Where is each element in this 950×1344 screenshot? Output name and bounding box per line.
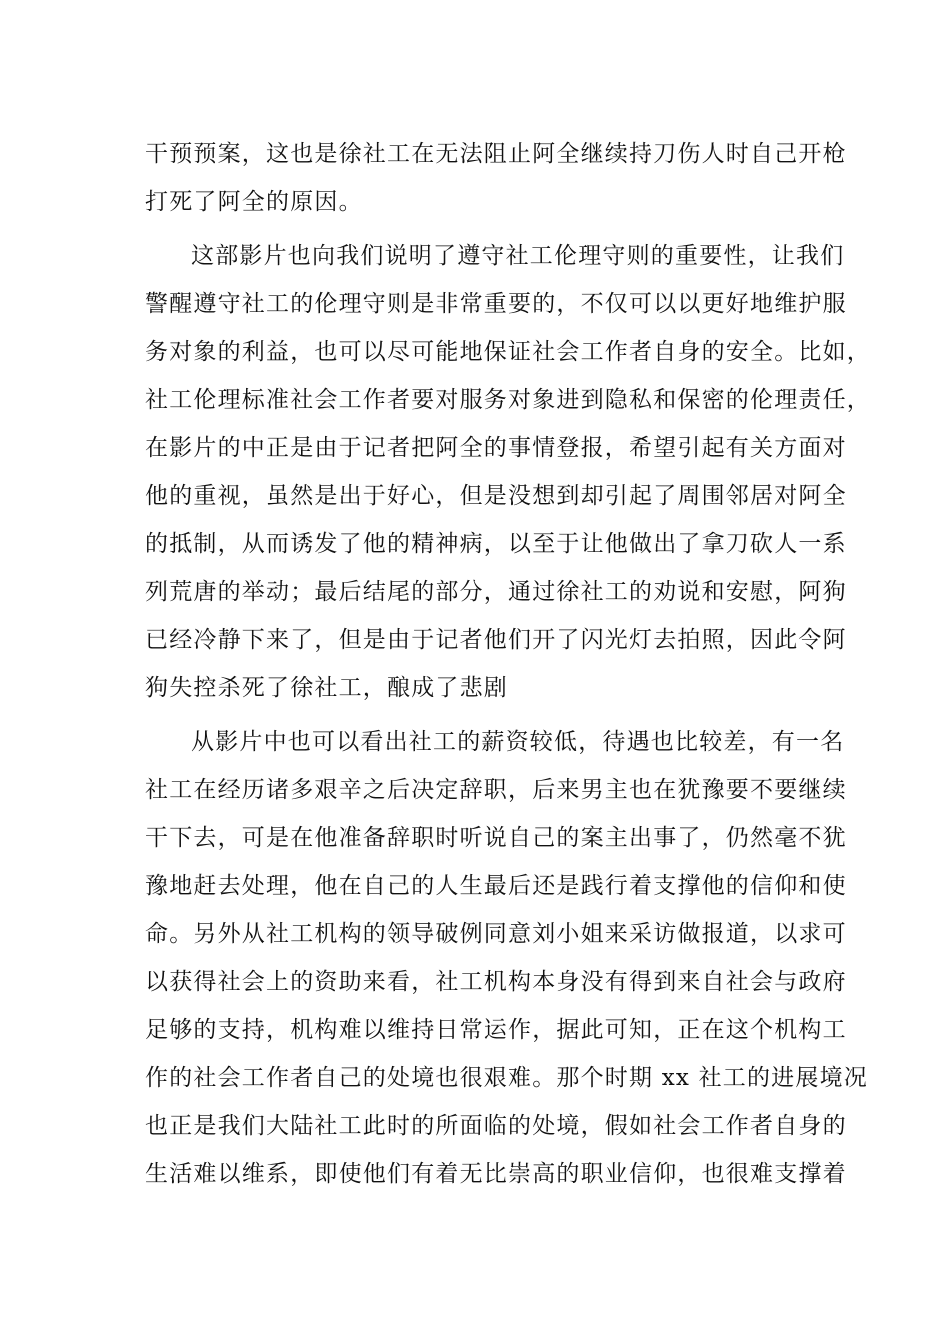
text-line: 从影片中也可以看出社工的薪资较低，待遇也比较差，有一名 (191, 729, 845, 755)
paragraph-1 (145, 130, 847, 226)
text-line: 他的重视，虽然是出于好心，但是没想到却引起了周围邻居对阿全 (145, 483, 847, 509)
text-line: 列荒唐的举动；最后结尾的部分，通过徐社工的劝说和安慰，阿狗 (145, 579, 847, 605)
text-line: 社工在经历诸多艰辛之后决定辞职，后来男主也在犹豫要不要继续 (145, 777, 847, 803)
text-line: 在影片的中正是由于记者把阿全的事情登报，希望引起有关方面对 (145, 435, 847, 461)
text-line: 已经冷静下来了，但是由于记者他们开了闪光灯去拍照，因此令阿 (145, 627, 847, 653)
text-line: 也正是我们大陆社工此时的所面临的处境，假如社会工作者自身的 (145, 1113, 847, 1139)
text-line: 干下去，可是在他准备辞职时听说自己的案主出事了，仍然毫不犹 (145, 825, 847, 851)
text-line: 生活难以维系，即使他们有着无比崇高的职业信仰，也很难支撑着 (145, 1161, 847, 1187)
paragraph-3 (145, 718, 868, 1198)
text-line: 打死了阿全的原因。 (145, 189, 363, 215)
text-line: 警醒遵守社工的伦理守则是非常重要的，不仅可以以更好地维护服 (145, 291, 847, 317)
text-line: 社工伦理标准社会工作者要对服务对象进到隐私和保密的伦理责任， (145, 387, 871, 413)
text-line: 以获得社会上的资助来看，社工机构本身没有得到来自社会与政府 (145, 969, 847, 995)
text-line: 足够的支持，机构难以维持日常运作，据此可知，正在这个机构工 (145, 1017, 847, 1043)
text-line: 的抵制，从而诱发了他的精神病，以至于让他做出了拿刀砍人一系 (145, 531, 847, 557)
text-line: 豫地赶去处理，他在自己的人生最后还是践行着支撑他的信仰和使 (145, 873, 847, 899)
text-line: 狗失控杀死了徐社工，酿成了悲剧 (145, 675, 508, 701)
paragraph-2 (145, 232, 871, 712)
text-line: 干预预案，这也是徐社工在无法阻止阿全继续持刀伤人时自己开枪 (145, 141, 847, 167)
text-line: 务对象的利益，也可以尽可能地保证社会工作者自身的安全。比如， (145, 339, 871, 365)
text-line: 命。另外从社工机构的领导破例同意刘小姐来采访做报道，以求可 (145, 921, 847, 947)
text-line: 作的社会工作者自己的处境也很艰难。那个时期 xx 社工的进展境况 (145, 1065, 868, 1091)
text-line: 这部影片也向我们说明了遵守社工伦理守则的重要性，让我们 (191, 243, 845, 269)
body-text (145, 130, 871, 1198)
